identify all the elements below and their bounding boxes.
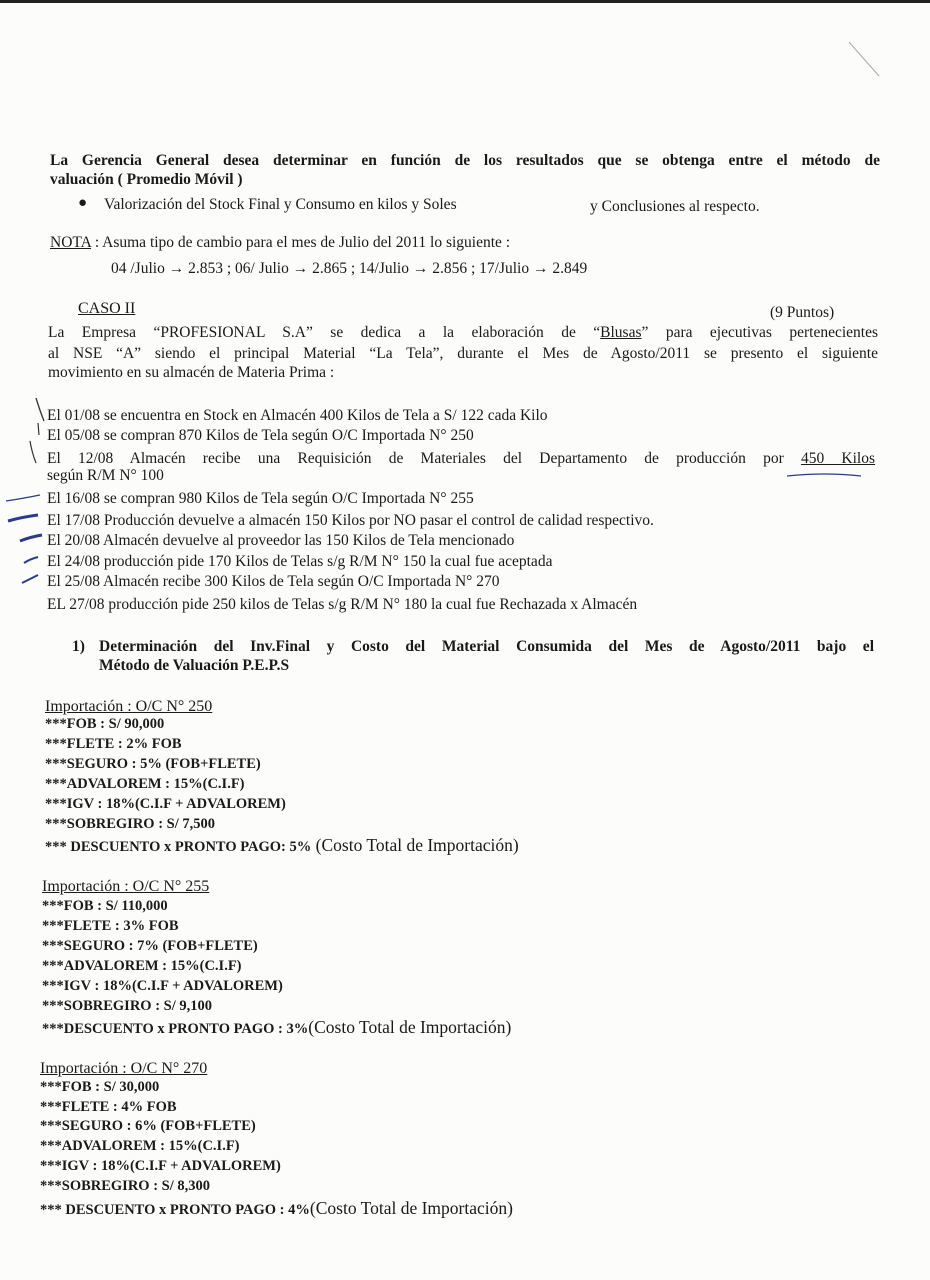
import-250-title: Importación : O/C N° 250 (45, 698, 213, 715)
movement-6: El 20/08 Almacén devuelve al proveedor las 150 Kilos de Tela mencionado (47, 532, 515, 549)
bullet-text-a: Valorización del Stock Final y Consumo en kilos y Soles (104, 196, 457, 213)
import-250-seguro: ***SEGURO : 5% (FOB+FLETE) (45, 756, 261, 772)
import-255-flete: ***FLETE : 3% FOB (42, 918, 179, 934)
movement-3-continued: según R/M N° 100 (47, 467, 164, 484)
bullet-dot-icon: ● (78, 195, 88, 211)
question-line-1: Determinación del Inv.Final y Costo del Material Consumida del Mes de Agosto/2011 bajo el (99, 638, 874, 655)
caso-points: (9 Puntos) (770, 304, 835, 321)
import-255-igv: ***IGV : 18%(C.I.F + ADVALOREM) (42, 978, 283, 994)
intro-line-1: La Gerencia General desea determinar en función de los resultados que se obtenga entre el método de (50, 152, 880, 169)
import-270-costo: (Costo Total de Importación) (309, 1198, 513, 1218)
import-250-costo: (Costo Total de Importación) (311, 835, 519, 855)
import-270-sobregiro: ***SOBREGIRO : S/ 8,300 (40, 1178, 210, 1194)
question-line-2: Método de Valuación P.E.P.S (99, 657, 290, 674)
bullet-text-b: y Conclusiones al respecto. (590, 198, 760, 215)
handwritten-underline (785, 470, 865, 482)
import-270-descuento (40, 1199, 513, 1220)
movement-7: El 24/08 producción pide 170 Kilos de Telas s/g R/M N° 150 la cual fue aceptada (47, 553, 553, 570)
import-255-descuento (42, 1018, 511, 1039)
import-250-descuento (45, 836, 519, 857)
caso-desc-1-blusas: Blusas (600, 324, 642, 341)
question-number: 1) (72, 638, 85, 655)
movement-8: El 25/08 Almacén recibe 300 Kilos de Tela según O/C Importada N° 270 (47, 573, 500, 590)
import-270-igv: ***IGV : 18%(C.I.F + ADVALOREM) (40, 1158, 281, 1174)
nota-label: NOTA (50, 234, 91, 251)
page-top-edge (0, 0, 930, 3)
movement-3-text: El 12/08 Almacén recibe una Requisición de Materiales del Departamento de producción por (47, 450, 784, 467)
nota-text: : Asuma tipo de cambio para el mes de Julio del 2011 lo siguiente : (90, 234, 511, 251)
import-270-title: Importación : O/C N° 270 (40, 1060, 208, 1077)
pen-tick-3 (30, 441, 36, 463)
import-250-descuento-text: *** DESCUENTO x PRONTO PAGO: 5% (45, 839, 312, 855)
intro-line-2: valuación ( Promedio Móvil ) (50, 171, 243, 188)
import-255-costo: (Costo Total de Importación) (308, 1017, 512, 1037)
scan-corner-mark (845, 40, 885, 80)
import-250-igv: ***IGV : 18%(C.I.F + ADVALOREM) (45, 796, 286, 812)
caso-desc-1-post: ” para ejecutivas pertenecientes (641, 324, 878, 341)
import-270-descuento-text: *** DESCUENTO x PRONTO PAGO : 4% (40, 1202, 310, 1218)
import-255-descuento-text: ***DESCUENTO x PRONTO PAGO : 3% (42, 1021, 309, 1037)
movement-3 (47, 449, 875, 468)
import-255-seguro: ***SEGURO : 7% (FOB+FLETE) (42, 938, 258, 954)
import-250-sobregiro: ***SOBREGIRO : S/ 7,500 (45, 816, 215, 832)
nota-line (50, 233, 510, 252)
pen-dash-5 (8, 515, 38, 521)
import-250-flete: ***FLETE : 2% FOB (45, 736, 182, 752)
movement-1: El 01/08 se encuentra en Stock en Almacén 400 Kilos de Tela a S/ 122 cada Kilo (47, 407, 548, 424)
pen-dash-4 (6, 495, 40, 501)
import-250-fob: ***FOB : S/ 90,000 (45, 716, 165, 732)
pen-dash-8 (22, 575, 38, 583)
pen-tick-2 (38, 423, 39, 435)
import-270-flete: ***FLETE : 4% FOB (40, 1099, 177, 1115)
caso-desc-3: movimiento en su almacén de Materia Prima : (48, 364, 335, 381)
movement-2: El 05/08 se compran 870 Kilos de Tela según O/C Importada N° 250 (47, 427, 474, 444)
import-270-fob: ***FOB : S/ 30,000 (40, 1079, 160, 1095)
import-255-advalorem: ***ADVALOREM : 15%(C.I.F) (42, 958, 242, 974)
caso-desc-2: al NSE “A” siendo el principal Material “La Tela”, durante el Mes de Agosto/2011 se presento el siguiente (48, 345, 878, 362)
caso-desc-1 (48, 323, 878, 342)
import-255-sobregiro: ***SOBREGIRO : S/ 9,100 (42, 998, 212, 1014)
import-255-title: Importación : O/C N° 255 (42, 878, 210, 895)
movement-4: El 16/08 se compran 980 Kilos de Tela según O/C Importada N° 255 (47, 490, 474, 507)
pen-dash-7 (24, 557, 38, 563)
import-255-fob: ***FOB : S/ 110,000 (42, 898, 168, 914)
caso-title: CASO II (78, 300, 136, 317)
pen-dash-6 (20, 535, 42, 541)
import-270-advalorem: ***ADVALOREM : 15%(C.I.F) (40, 1138, 240, 1154)
caso-desc-1-pre: La Empresa “PROFESIONAL S.A” se dedica a la elaboración de “ (48, 324, 601, 341)
import-270-seguro: ***SEGURO : 6% (FOB+FLETE) (40, 1118, 256, 1134)
import-250-advalorem: ***ADVALOREM : 15%(C.I.F) (45, 776, 245, 792)
nota-rates: 04 /Julio → 2.853 ; 06/ Julio → 2.865 ; 14/Julio → 2.856 ; 17/Julio → 2.849 (111, 260, 588, 277)
movement-9: EL 27/08 producción pide 250 kilos de Telas s/g R/M N° 180 la cual fue Rechazada x Almacén (47, 596, 638, 613)
movement-3-kilos: 450 Kilos (800, 450, 876, 467)
pen-tick-1 (36, 398, 44, 421)
handwritten-checkmarks (0, 395, 70, 595)
movement-5: El 17/08 Producción devuelve a almacén 150 Kilos por NO pasar el control de calidad respectivo. (47, 512, 654, 529)
